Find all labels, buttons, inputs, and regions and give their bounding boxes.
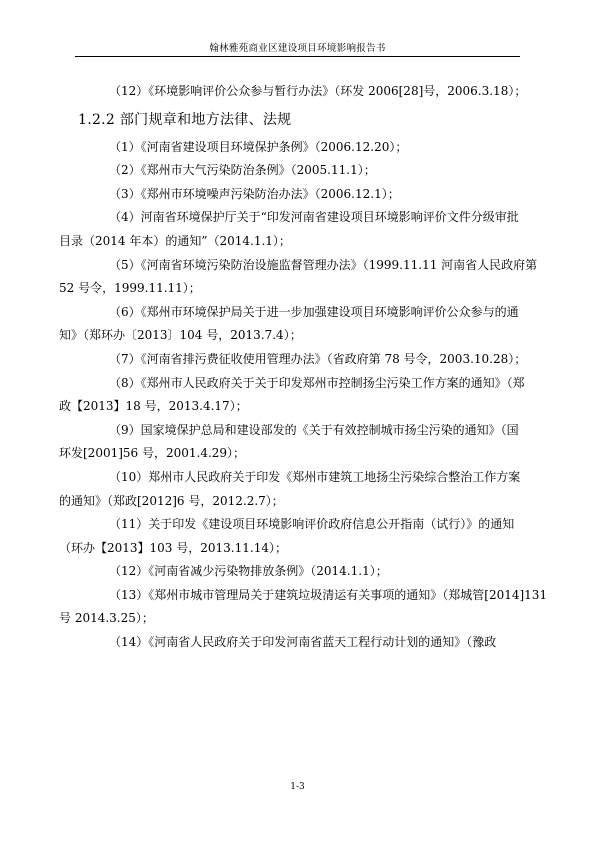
- regulation-item: [84, 631, 514, 655]
- regulation-item: [84, 183, 514, 207]
- regulation-item: [59, 419, 519, 466]
- regulation-item: [59, 466, 521, 513]
- item-line: （9）国家境保护总局和建设部发的《关于有效控制城市扬尘污染的通知》（国: [109, 422, 519, 437]
- item-line: （14）《河南省人民政府关于印发河南省蓝天工程行动计划的通知》（豫政: [109, 635, 497, 650]
- item-line: （5）《河南省环境污染防治设施监督管理办法》（1999.11.11 河南省人民政府第: [109, 257, 538, 272]
- item-line: （2）《郑州市大气污染防治条例》（2005.11.1）；: [109, 163, 376, 178]
- regulation-item: [84, 560, 514, 584]
- item-line: 的通知》（郑政[2012]6 号，2012.2.7）；: [59, 493, 284, 508]
- section-heading: 1.2.2 部门规章和地方法律、法规: [78, 111, 292, 128]
- page-header: 翰林雅苑商业区建设项目环境影响报告书: [209, 43, 386, 54]
- item-line: 政【2013】18 号，2013.4.17）；: [59, 399, 248, 414]
- item-line: （12）《河南省减少污染物排放条例》（2014.1.1）；: [109, 564, 388, 579]
- item-line: 目录（2014 年本）的通知”（2014.1.1）；: [59, 233, 291, 248]
- item-line: 知》（郑环办〔2013〕104 号，2013.7.4）；: [59, 328, 302, 343]
- regulation-item: [59, 372, 525, 419]
- item-line: （11）关于印发《建设项目环境影响评价政府信息公开指南（试行）》的通知: [109, 517, 515, 532]
- regulation-item: [84, 348, 527, 372]
- item-line: （6）《郑州市环境保护局关于进一步加强建设项目环境影响评价公众参与的通: [109, 304, 519, 319]
- item-line: （1）《河南省建设项目环境保护条例》（2006.12.20）；: [109, 139, 408, 154]
- item-line: 52 号令，1999.11.11）；: [59, 281, 201, 296]
- regulation-item: [84, 136, 514, 160]
- item-line: （4）河南省环境保护厅关于“印发河南省建设项目环境影响评价文件分级审批: [109, 210, 519, 225]
- regulation-item: [59, 513, 515, 560]
- item-line: （10）郑州市人民政府关于印发《郑州市建筑工地扬尘污染综合整治工作方案: [109, 469, 521, 484]
- regulation-list: [59, 136, 548, 655]
- item-line: （环办【2013】103 号，2013.11.14）；: [59, 540, 287, 555]
- item-line: （12）《环境影响评价公众参与暂行办法》（环发 2006[28]号，2006.3.18）；: [109, 84, 527, 98]
- page-number: 1-3: [290, 782, 305, 792]
- item-line: （3）《郑州市环境噪声污染防治办法》（2006.12.1）；: [109, 186, 400, 201]
- regulation-item: [59, 584, 548, 631]
- regulation-item: [84, 159, 514, 183]
- item-line: 环发[2001]56 号，2001.4.29）；: [59, 446, 246, 461]
- regulation-item: [59, 254, 538, 301]
- regulation-item: [59, 206, 519, 253]
- document-body: [59, 80, 548, 655]
- item-line: 号 2014.3.25）；: [59, 611, 154, 626]
- item-line: （7）《河南省排污费征收使用管理办法》（省政府第 78 号令，2003.10.28）；: [109, 351, 527, 366]
- header-rule: [75, 56, 520, 57]
- regulation-item: [84, 80, 527, 104]
- item-line: （8）《郑州市人民政府关于关于印发郑州市控制扬尘污染工作方案的通知》（郑: [109, 375, 525, 390]
- regulation-item: [59, 301, 519, 348]
- item-line: （13）《郑州市城市管理局关于建筑垃圾清运有关事项的通知》（郑城管[2014]131: [109, 587, 548, 602]
